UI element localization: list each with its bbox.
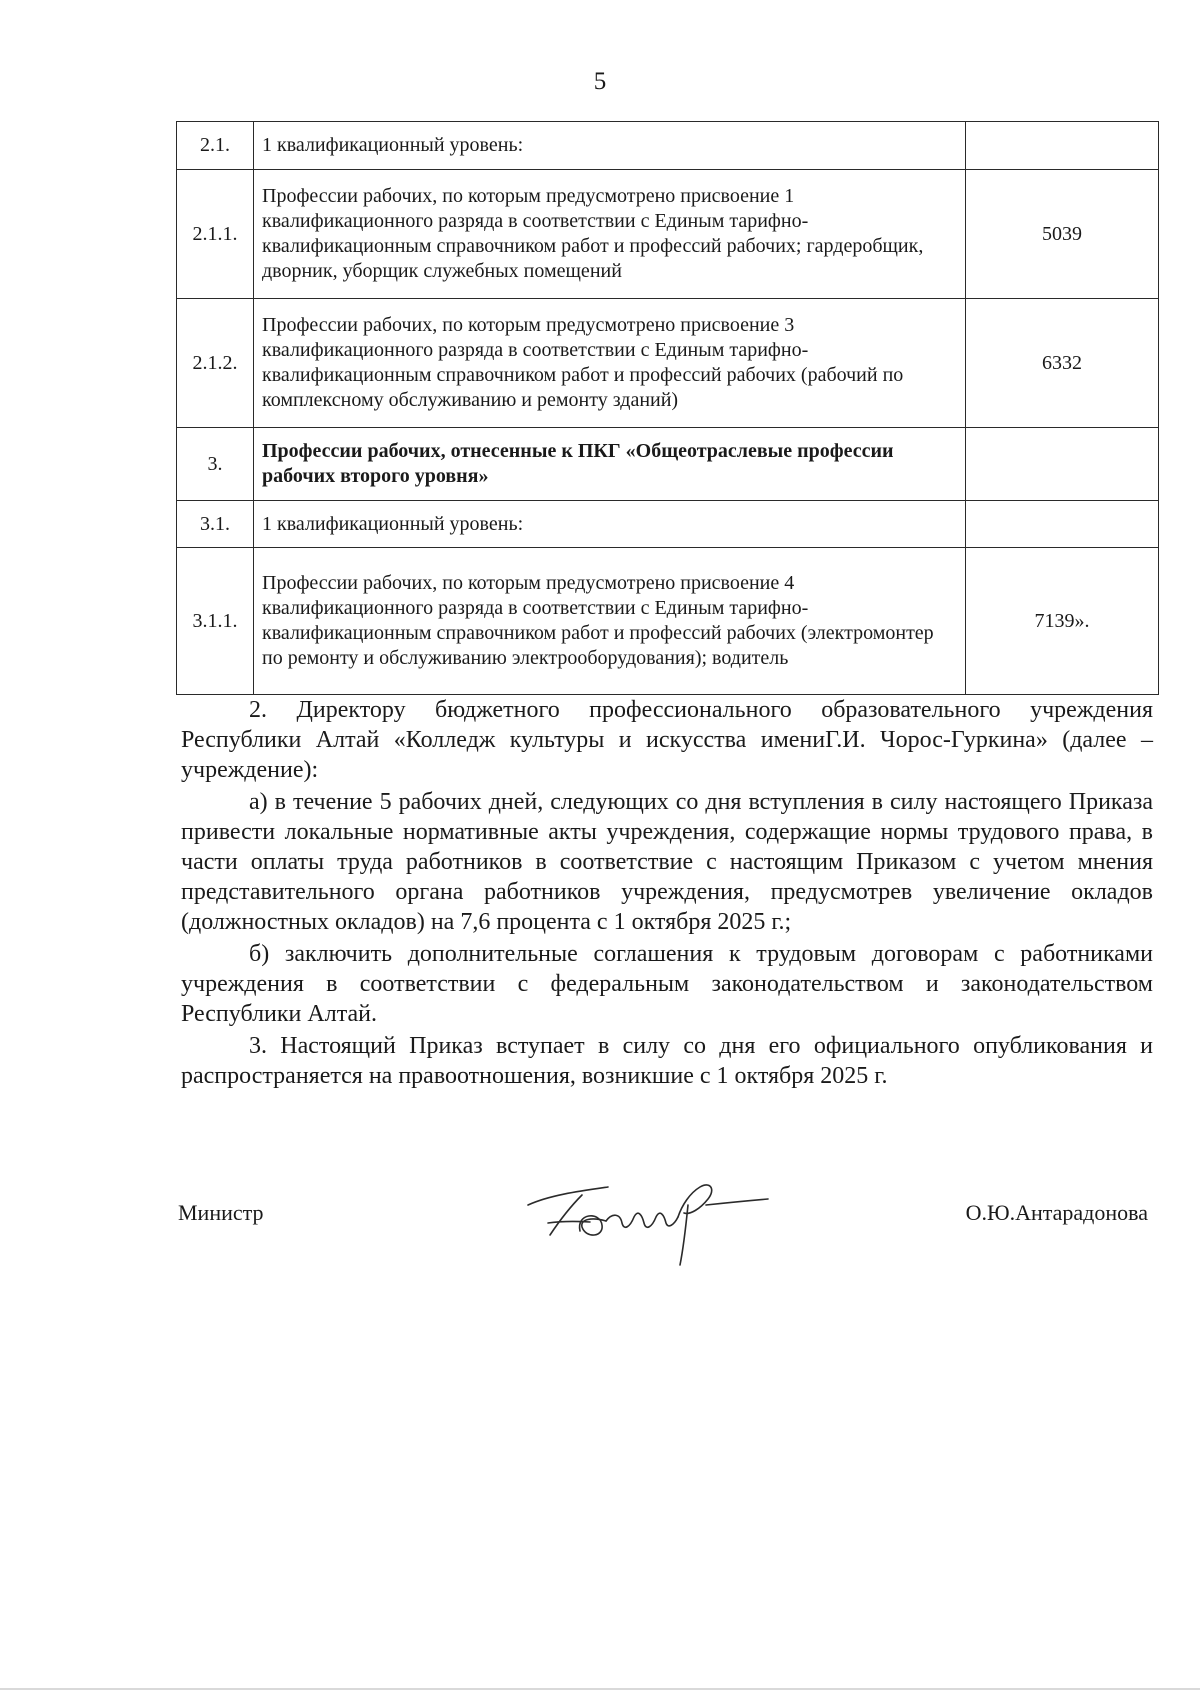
row-description: Профессии рабочих, отнесенные к ПКГ «Общеотраслевые профессии рабочих второго уровня» [254,428,966,501]
table-row [177,501,1159,548]
row-number: 3. [177,428,254,501]
row-description: Профессии рабочих, по которым предусмотрено присвоение 3 квалификационного разряда в соответствии с Единым тарифно-квалификационным справочником работ и профессий рабочих (рабочий по комплексному обслуживанию и ремонту зданий) [254,299,966,428]
row-number: 2.1.2. [177,299,254,428]
table-row [177,299,1159,428]
paragraph-b: б) заключить дополнительные соглашения к трудовым договорам с работниками учреждения в соответствии с федеральным законодательством и законодательством Республики Алтай. [181,941,1153,1027]
row-number: 3.1. [177,501,254,548]
salary-table [176,121,1159,695]
table-row [177,548,1159,695]
row-description: 1 квалификационный уровень: [254,122,966,170]
paragraph-3: 3. Настоящий Приказ вступает в силу со дня его официального опубликования и распространяется на правоотношения, возникшие с 1 октября 2025 г. [181,1033,1153,1089]
row-number: 3.1.1. [177,548,254,695]
row-salary [966,428,1159,501]
signatory-title: Министр [178,1200,264,1225]
row-description: 1 квалификационный уровень: [254,501,966,548]
table-row [177,428,1159,501]
row-number: 2.1. [177,122,254,170]
row-salary [966,501,1159,548]
order-body [181,695,1153,1091]
row-salary: 6332 [966,299,1159,428]
row-description: Профессии рабочих, по которым предусмотрено присвоение 1 квалификационного разряда в соответствии с Единым тарифно-квалификационным справочником работ и профессий рабочих; гардеробщик, дворник, уборщик служебных помещений [254,170,966,299]
row-salary: 5039 [966,170,1159,299]
page-number: 5 [593,68,607,95]
table-row [177,122,1159,170]
row-salary: 7139». [966,548,1159,695]
scan-edge-divider [0,1688,1200,1690]
paragraph-2: 2. Директору бюджетного профессионального образовательного учреждения Республики Алтай «Колледж культуры и искусства имениГ.И. Чорос-Гуркина» (далее – учреждение): [181,697,1153,783]
signatory-name: О.Ю.Антарадонова [965,1200,1148,1225]
row-number: 2.1.1. [177,170,254,299]
paragraph-a: а) в течение 5 рабочих дней, следующих со дня вступления в силу настоящего Приказа привести локальные нормативные акты учреждения, содержащие нормы трудового права, в части оплаты труда работников в соответствие с настоящим Приказом с учетом мнения представительного органа работников учреждения, предусмотрев увеличение окладов (должностных окладов) на 7,6 процента с 1 октября 2025 г.; [181,789,1153,935]
handwritten-signature-icon [520,1165,780,1275]
row-salary [966,122,1159,170]
table-row [177,170,1159,299]
row-description: Профессии рабочих, по которым предусмотрено присвоение 4 квалификационного разряда в соответствии с Единым тарифно-квалификационным справочником работ и профессий рабочих (электромонтер по ремонту и обслуживанию электрооборудования); водитель [254,548,966,695]
